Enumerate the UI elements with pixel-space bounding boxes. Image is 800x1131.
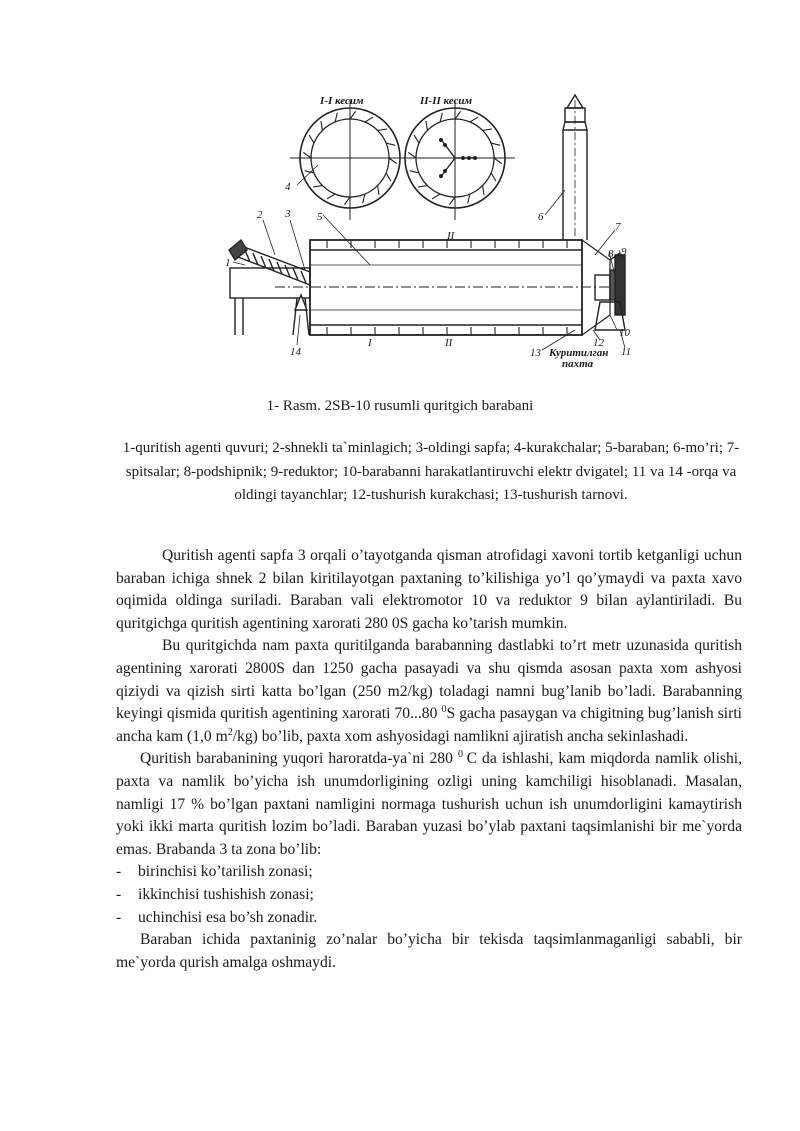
callout-12: 12 xyxy=(593,337,604,349)
paragraph-2-part-a: Bu quritgichda nam paxta quritilganda barabanning dastlabki to’rt metr uzunasida quritish agentining xarorati 2800S dan 1250 gacha pasayadi va shu qismda asosan paxta xom ashyosi qiziydi va qizish sirti katta bo’lgan (250 m2/kg) toladagi namni bug’lanib bo’ladi. Barabanning keyingi qismida quritish agentining xarorati 70...80 xyxy=(116,637,742,723)
list-item xyxy=(116,884,742,907)
body-text xyxy=(116,545,742,974)
callout-8: 8 xyxy=(608,248,614,260)
callout-10: 10 xyxy=(619,327,630,339)
zone-list xyxy=(116,861,742,929)
section-mark-ii-top: II xyxy=(447,230,455,242)
figure-legend: 1-quritish agenti quvuri; 2-shnekli ta`minlagich; 3-oldingi sapfa; 4-kurakchalar; 5-baraban; 6-mo’ri; 7- spitsalar; 8-podshipnik; 9-reduktor; 10-barabanni harakatlantiruvchi elektr dvigatel; 11 va 14 -orqa va oldingi tayanchlar; 12-tushurish kurakchasi; 13-tushurish tarnovi. xyxy=(122,440,740,503)
paragraph-2-part-c: /kg) bo’lib, paxta xom ashyosidagi namlikni ajiratish ancha sekinlashadi. xyxy=(232,727,689,745)
diagram-svg xyxy=(215,90,645,375)
paragraph-3-part-a: Quritish barabanining yuqori haroratda-ya`ni 280 xyxy=(140,750,458,768)
paragraph-2 xyxy=(116,635,742,748)
callout-6: 6 xyxy=(538,211,544,223)
list-dash: - xyxy=(116,863,122,881)
paragraph-3-part-b: C da ishlashi, kam miqdorda namlik olishi, paxta va namlik bo’yicha ish unumdorligining ozligi uning kamchiligi hisoblanadi. Masalan, namligi 17 % bo’lgan paxtani namligini normaga tushurish uchun ish unumdorligini kamaytirish yoki ikki marta quritish lozim bo’ladi. Baraban yuzasi bo’ylab paxtani taqsimlanishi bir me`yorda emas. Brabanda 3 ta zona bo’lib: xyxy=(116,750,743,858)
callout-2: 2 xyxy=(257,209,263,221)
callout-4: 4 xyxy=(285,181,291,193)
drum-body xyxy=(275,240,610,335)
section-i-label: I-I кесим xyxy=(320,95,364,107)
chimney xyxy=(563,95,587,240)
paragraph-2-sup-2: 2 xyxy=(227,726,233,738)
list-dash: - xyxy=(116,908,122,926)
callout-7: 7 xyxy=(615,221,621,233)
paragraph-2-part-b: S gacha pasaygan va chigitning bug’lanish sirti ancha kam (1,0 m xyxy=(116,705,742,745)
list-item-text: uchinchisi esa bo’sh zonadir. xyxy=(138,908,318,926)
section-ii-label: II-II кесим xyxy=(420,95,473,107)
paragraph-3-sup: 0 xyxy=(457,749,467,761)
output-label-line2: пахта xyxy=(562,358,594,370)
list-item xyxy=(116,907,742,930)
figure-caption: 1- Rasm. 2SB-10 rusumli quritgich barabani xyxy=(266,398,534,414)
output-label-line1: Куритилган xyxy=(549,347,609,359)
callout-9: 9 xyxy=(621,246,627,258)
paragraph-3 xyxy=(116,748,742,861)
callout-1: 1 xyxy=(225,257,231,269)
section-mark-i-bottom: I xyxy=(368,337,372,349)
list-item-text: ikkinchisi tushishish zonasi; xyxy=(138,885,314,903)
section-mark-ii-bottom: II xyxy=(445,337,453,349)
callout-5: 5 xyxy=(317,211,323,223)
list-dash: - xyxy=(116,885,122,903)
dryer-drum-diagram xyxy=(215,90,645,375)
section-ii-view xyxy=(395,100,515,220)
section-i-view xyxy=(290,100,415,220)
callout-13: 13 xyxy=(530,347,541,359)
list-item xyxy=(116,861,742,884)
paragraph-4: Baraban ichida paxtaninig zo’nalar bo’yicha bir tekisda taqsimlanmaganligi sababli, bir me`yorda qurish amalga oshmaydi. xyxy=(116,931,742,971)
callout-14: 14 xyxy=(290,346,301,358)
callout-3: 3 xyxy=(285,208,291,220)
list-item-text: birinchisi ko’tarilish zonasi; xyxy=(138,863,313,881)
callout-11: 11 xyxy=(621,346,632,358)
paragraph-2-sup-1: 0 xyxy=(441,703,447,715)
paragraph-1: Quritish agenti sapfa 3 orqali o’tayotganda qisman atrofidagi xavoni tortib ketganligi uchun baraban ichiga shnek 2 bilan kiritilayotgan paxtaning to’kilishiga yo’l qo’ymaydi va paxta xavo oqimida oldinga suriladi. Baraban vali elektromotor 10 va reduktor 9 bilan aylantiriladi. Bu quritgichga quritish agentining xarorati 280 0S gacha ko’tarish mumkin. xyxy=(116,547,742,632)
